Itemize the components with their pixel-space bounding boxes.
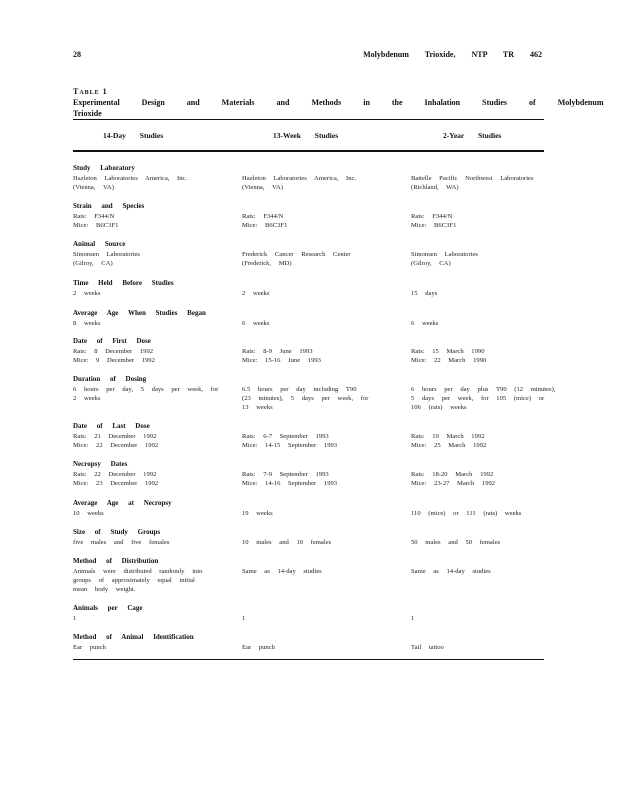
cell-2-year: 6 hours per day plus T90 (12 minutes), 5 days per week, for 105 (mice) or 106 (rats) weeks — [411, 386, 556, 411]
section-title: Method of Distribution — [73, 557, 159, 565]
cell-2-year: Tail tattoo — [411, 644, 444, 651]
cell-13-week: Same as 14-day studies — [242, 568, 322, 575]
section-title: Study Laboratory — [73, 164, 135, 172]
cell-13-week: Frederick Cancer Research Center (Frederick, MD) — [242, 251, 351, 267]
cell-2-year: Rats: 19 March 1992 Mice: 25 March 1992 — [411, 433, 487, 449]
section-necropsy-dates — [73, 460, 544, 487]
section-title: Time Held Before Studies — [73, 279, 174, 287]
cell-14-day: 2 weeks — [73, 290, 101, 297]
cell-13-week: 10 males and 10 females — [242, 539, 332, 546]
cell-13-week: Rats: 6-7 September 1993 Mice: 14-15 September 1993 — [242, 433, 338, 449]
column-header-2-year: 2-Year Studies — [443, 131, 502, 140]
section-time-held — [73, 279, 544, 297]
cell-13-week: 19 weeks — [242, 510, 273, 517]
cell-14-day: 8 weeks — [73, 320, 101, 327]
page-number: 28 — [73, 50, 81, 59]
header-rule — [73, 150, 544, 152]
section-title: Duration of Dosing — [73, 375, 147, 383]
table-label: Table 1 — [73, 87, 108, 96]
cell-2-year: Rats: 18-20 March 1992 Mice: 23-27 March 1992 — [411, 471, 496, 487]
cell-14-day: Animals were distributed randomly into groups of approximately equal initial mean body weight. — [73, 568, 203, 593]
cell-2-year: 50 males and 50 females — [411, 539, 501, 546]
running-title: Molybdenum Trioxide, NTP TR 462 — [363, 50, 542, 59]
cell-2-year: Same as 14-day studies — [411, 568, 491, 575]
cell-14-day: Rats: 22 December 1992 Mice: 23 December 1992 — [73, 471, 159, 487]
table-title: Experimental Design and Materials and Methods in the Inhalation Studies of Molybdenum Trioxide — [73, 98, 604, 118]
cell-14-day: Rats: 21 December 1992 Mice: 22 December 1992 — [73, 433, 159, 449]
section-title: Average Age When Studies Began — [73, 309, 206, 317]
cell-14-day: 1 — [73, 615, 77, 622]
cell-13-week: Rats: 8-9 June 1993 Mice: 15-16 June 1993 — [242, 348, 321, 364]
section-title: Date of First Dose — [73, 337, 151, 345]
section-animal-source — [73, 240, 544, 267]
section-average-age-began — [73, 309, 544, 327]
section-strain-species — [73, 202, 544, 229]
section-method-identification — [73, 633, 544, 651]
section-average-age-necropsy — [73, 499, 544, 517]
cell-13-week: Rats: F344/N Mice: B6C3F1 — [242, 213, 288, 229]
cell-2-year: Rats: 15 March 1990 Mice: 22 March 1990 — [411, 348, 487, 364]
cell-13-week: 1 — [242, 615, 246, 622]
cell-14-day: 10 weeks — [73, 510, 104, 517]
cell-2-year: 1 — [411, 615, 415, 622]
section-title: Date of Last Dose — [73, 422, 150, 430]
section-title: Method of Animal Identification — [73, 633, 194, 641]
section-title: Necropsy Dates — [73, 460, 128, 468]
cell-14-day: Simonsen Laboratories (Gilroy, CA) — [73, 251, 140, 267]
section-title: Size of Study Groups — [73, 528, 161, 536]
cell-13-week: 6.5 hours per day including T90 (23 minutes), 5 days per week, for 13 weeks — [242, 386, 369, 411]
section-study-laboratory — [73, 164, 544, 191]
cell-14-day: Hazleton Laboratories America, Inc. (Vienna, VA) — [73, 175, 188, 191]
cell-2-year: Rats: F344/N Mice: B6C3F1 — [411, 213, 457, 229]
column-header-14-day: 14-Day Studies — [103, 131, 164, 140]
section-size-study-groups — [73, 528, 544, 546]
cell-14-day: 6 hours per day, 5 days per week, for 2 weeks — [73, 386, 219, 402]
cell-2-year: 110 (mice) or 111 (rats) weeks — [411, 510, 522, 517]
cell-13-week: Ear punch — [242, 644, 275, 651]
cell-14-day: Rats: F344/N Mice: B6C3F1 — [73, 213, 119, 229]
section-method-distribution — [73, 557, 544, 593]
section-title: Average Age at Necropsy — [73, 499, 172, 507]
section-duration-dosing — [73, 375, 556, 411]
section-date-last-dose — [73, 422, 544, 449]
cell-2-year: Simonsen Laboratories (Gilroy, CA) — [411, 251, 478, 267]
table-caption — [73, 86, 618, 119]
cell-13-week: 6 weeks — [242, 320, 270, 327]
cell-13-week: 2 weeks — [242, 290, 270, 297]
section-title: Strain and Species — [73, 202, 145, 210]
cell-13-week: Hazleton Laboratories America, Inc. (Vienna, VA) — [242, 175, 357, 191]
section-title: Animals per Cage — [73, 604, 143, 612]
cell-14-day: five males and five females — [73, 539, 170, 546]
column-header-13-week: 13-Week Studies — [273, 131, 339, 140]
cell-2-year: Battelle Pacific Northwest Laboratories (Richland, WA) — [411, 175, 534, 191]
section-animals-per-cage — [73, 604, 544, 622]
top-rule — [73, 119, 544, 120]
bottom-rule — [73, 659, 544, 660]
section-date-first-dose — [73, 337, 544, 364]
cell-2-year: 6 weeks — [411, 320, 439, 327]
section-title: Animal Source — [73, 240, 126, 248]
cell-13-week: Rats: 7-9 September 1993 Mice: 14-16 September 1993 — [242, 471, 338, 487]
cell-14-day: Rats: 8 December 1992 Mice: 9 December 1992 — [73, 348, 155, 364]
cell-14-day: Ear punch — [73, 644, 106, 651]
cell-2-year: 15 days — [411, 290, 438, 297]
